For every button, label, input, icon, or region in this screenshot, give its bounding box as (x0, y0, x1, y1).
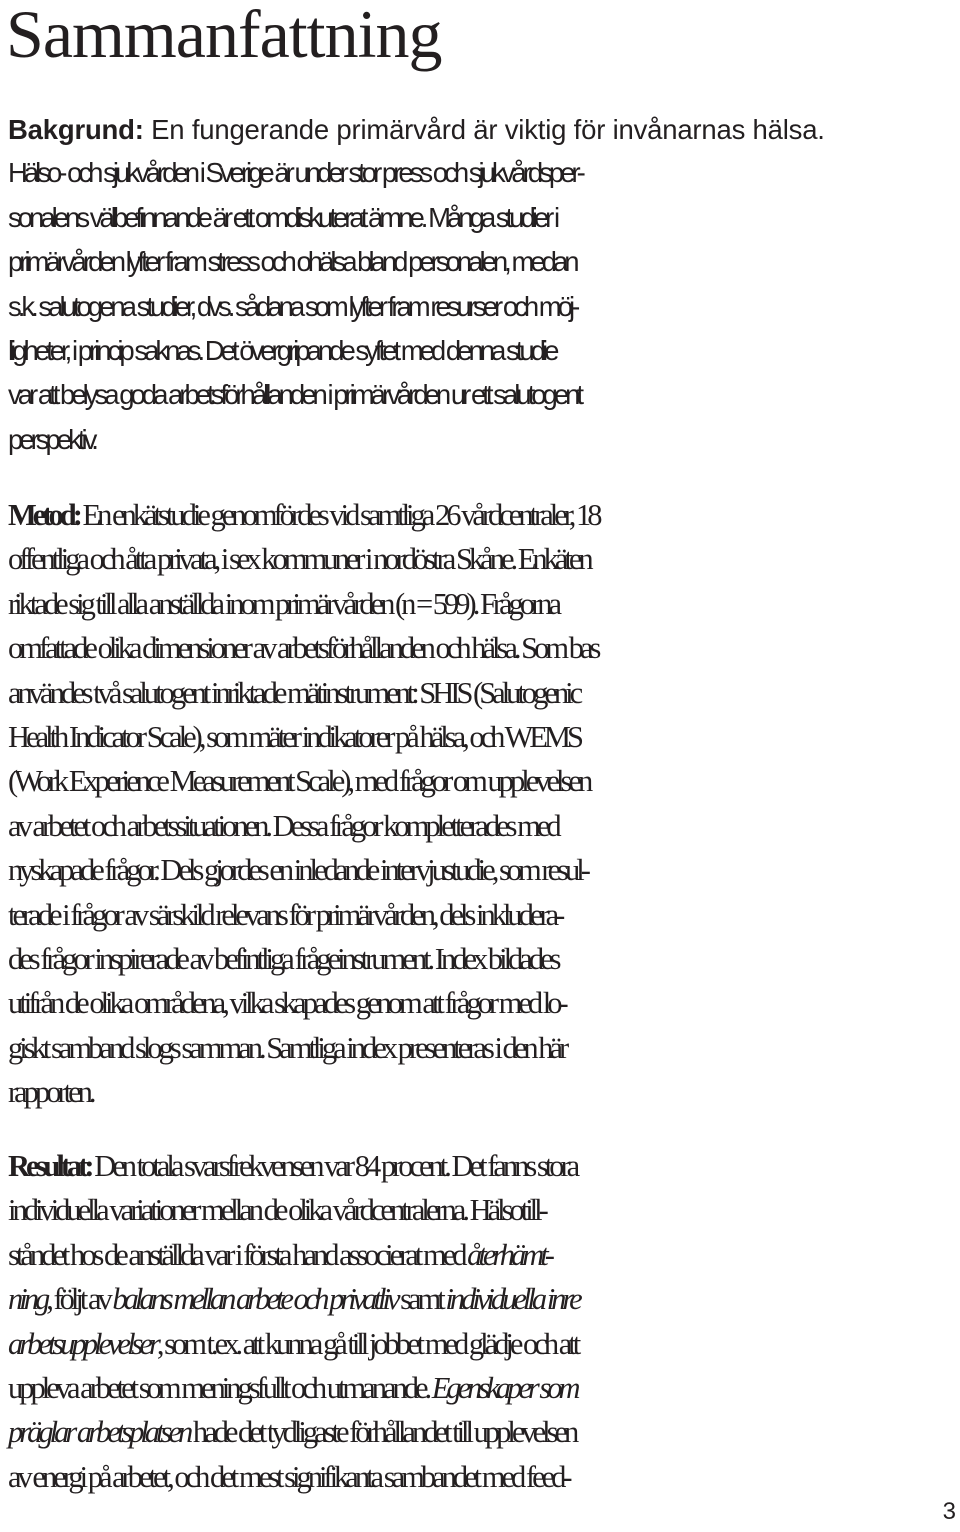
text-line: ligheter, i princip saknas. Det övergripande syftet med denna studie (8, 334, 556, 366)
text-line: Hälso- och sjukvården i Sverige är under stor press och sjukvårdsper- (8, 157, 582, 189)
emphasis-text: Egenskaper som (431, 1370, 577, 1405)
text-line (8, 107, 960, 151)
emphasis-text: återhämt- (467, 1237, 551, 1272)
page-number: 3 (942, 1498, 956, 1525)
text-line: s.k. salutogena studier, dvs. sådana som lyfter fram resurser och möj- (8, 290, 577, 322)
text-line: var att belysa goda arbetsförhållanden i primärvården ur ett salutogent (8, 379, 581, 411)
text-segment: En enkätstudie genomfördes vid samtliga 26 vårdcentraler, 18 (78, 498, 599, 532)
text-line (8, 493, 960, 537)
text-line: offentliga och åtta privata, i sex kommuner i nordöstra Skåne. Enkäten (8, 542, 590, 577)
text-line: av arbetet och arbetssituationen. Dessa frågor kompletterades med (8, 808, 558, 843)
page-title: Sammanfattning (6, 0, 442, 72)
text-segment: hade det tydligaste förhållandet till upplevelsen (189, 1415, 576, 1450)
text-line: Health Indicator Scale), som mäter indikatorer på hälsa, och WEMS (8, 719, 580, 754)
text-line (8, 1322, 960, 1366)
text-segment: ståndet hos de anställda var i första hand associerat med (8, 1237, 468, 1272)
text-line: sonalens välbefinnande är ett omdiskuterat ämne. Många studier i (8, 201, 557, 233)
text-line: av energi på arbetet, och det mest signifikanta sambandet med feed- (8, 1459, 569, 1494)
bakgrund-heading: Bakgrund: (8, 114, 144, 145)
text-line: primärvården lyfter fram stress och ohälsa bland personalen, medan (8, 246, 576, 278)
text-line (8, 1144, 960, 1188)
text-line: utifrån de olika områdena, vilka skapades genom att frågor med lo- (8, 986, 565, 1021)
text-line: användes två salutogent inriktade mätinstrument: SHIS (Salutogenic (8, 675, 580, 710)
text-line (8, 1277, 960, 1321)
text-line: omfattade olika dimensioner av arbetsförhållanden och hälsa. Som bas (8, 631, 598, 666)
text-line (8, 1366, 960, 1410)
text-line: terade i frågor av särskild relevans för primärvården, dels inkludera- (8, 897, 562, 932)
resultat-paragraph (8, 1144, 960, 1499)
emphasis-text: individuella inre (445, 1282, 579, 1317)
text-line: perspektiv. (8, 423, 95, 455)
text-segment: En fungerande primärvård är viktig för invånarnas hälsa. (143, 114, 825, 145)
text-line: des frågor inspirerade av befintliga frågeinstrument. Index bildades (8, 941, 558, 976)
resultat-heading: Resultat: (8, 1149, 91, 1183)
bakgrund-paragraph (8, 107, 960, 462)
text-line: giskt samband slogs samman. Samtliga index presenteras i den här (8, 1030, 566, 1065)
metod-heading: Metod: (8, 498, 79, 532)
text-segment: , följt av (46, 1282, 113, 1317)
emphasis-text: arbetsupplevelser (8, 1326, 157, 1361)
text-line: (Work Experience Measurement Scale), med frågor om upplevelsen (8, 764, 590, 799)
text-segment: samt (396, 1282, 446, 1317)
text-line (8, 1410, 960, 1454)
emphasis-text: präglar arbetsplatsen (8, 1415, 190, 1450)
text-segment: Den totala svarsfrekvensen var 84 procent. Det fanns stora (90, 1149, 577, 1183)
text-line: rapporten. (8, 1075, 93, 1110)
text-segment: , som t.ex. att kunna gå till jobbet med glädje och att (156, 1326, 578, 1361)
emphasis-text: ning (8, 1282, 47, 1317)
text-line: nyskapade frågor. Dels gjordes en inledande intervjustudie, som resul- (8, 853, 587, 888)
emphasis-text: balans mellan arbete och privatliv (112, 1282, 397, 1317)
text-line: individuella variationer mellan de olika vårdcentralerna. Hälsotill- (8, 1193, 545, 1228)
text-line (8, 1233, 960, 1277)
text-segment: uppleva arbetet som meningsfullt och utmanande. (8, 1370, 432, 1405)
metod-paragraph (8, 493, 960, 1114)
text-line: riktade sig till alla anställda inom primärvården (n = 599). Frågorna (8, 586, 559, 621)
